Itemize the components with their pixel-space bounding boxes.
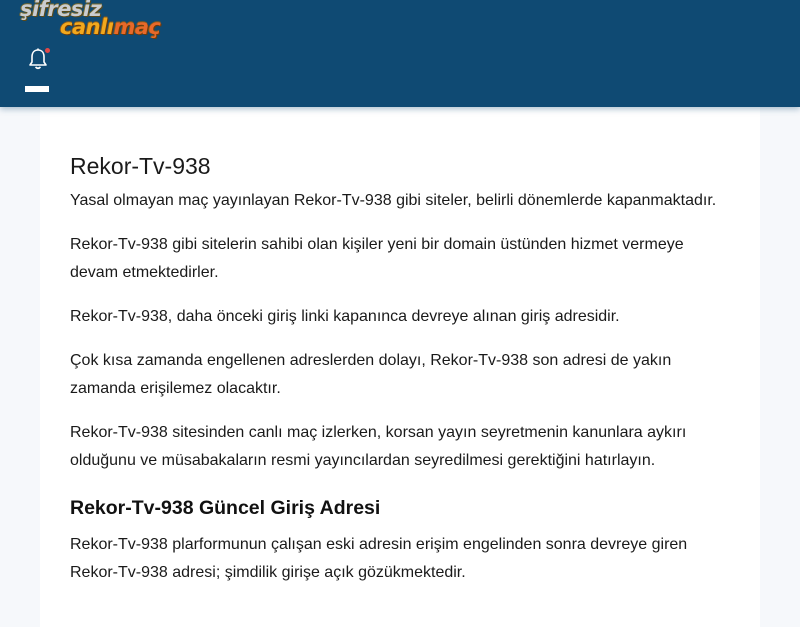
logo-text-line2 bbox=[60, 15, 160, 39]
article-paragraph: Rekor-Tv-938 gibi sitelerin sahibi olan kişiler yeni bir domain üstünden hizmet vermeye devam etmektedirler. bbox=[70, 236, 684, 281]
hamburger-menu-icon[interactable] bbox=[25, 86, 49, 92]
logo-text-line1: şifresiz bbox=[20, 0, 102, 21]
article-paragraph: Çok kısa zamanda engellenen adreslerden dolayı, Rekor-Tv-938 son adresi de yakın zamanda erişilemez olacaktır. bbox=[70, 352, 672, 397]
article-card bbox=[40, 107, 760, 627]
notification-badge bbox=[45, 48, 50, 53]
logo-text-canli: canlı bbox=[60, 15, 114, 39]
article-paragraph: Yasal olmayan maç yayınlayan Rekor-Tv-938 gibi siteler, belirli dönemlerde kapanmaktadır. bbox=[70, 192, 717, 209]
section-heading: Rekor-Tv-938 Güncel Giriş Adresi bbox=[70, 497, 381, 519]
section-paragraph: Rekor-Tv-938 plarformunun çalışan eski adresin erişim engelinden sonra devreye giren Rekor-Tv-938 adresi; şimdilik girişe açık gözükmektedir. bbox=[70, 536, 688, 581]
article-paragraph: Rekor-Tv-938 sitesinden canlı maç izlerken, korsan yayın seyretmenin kanunlara aykırı olduğunu ve müsabakaların resmi yayıncılardan seyredilmesi gerektiğini hatırlayın. bbox=[70, 424, 687, 469]
article-paragraph: Rekor-Tv-938, daha önceki giriş linki kapanınca devreye alınan giriş adresidir. bbox=[70, 308, 620, 325]
site-logo[interactable] bbox=[20, 0, 166, 40]
site-header bbox=[0, 0, 800, 107]
page-title: Rekor-Tv-938 bbox=[70, 153, 211, 179]
notification-button[interactable] bbox=[28, 48, 50, 70]
logo-text-mac: maç bbox=[113, 15, 161, 39]
